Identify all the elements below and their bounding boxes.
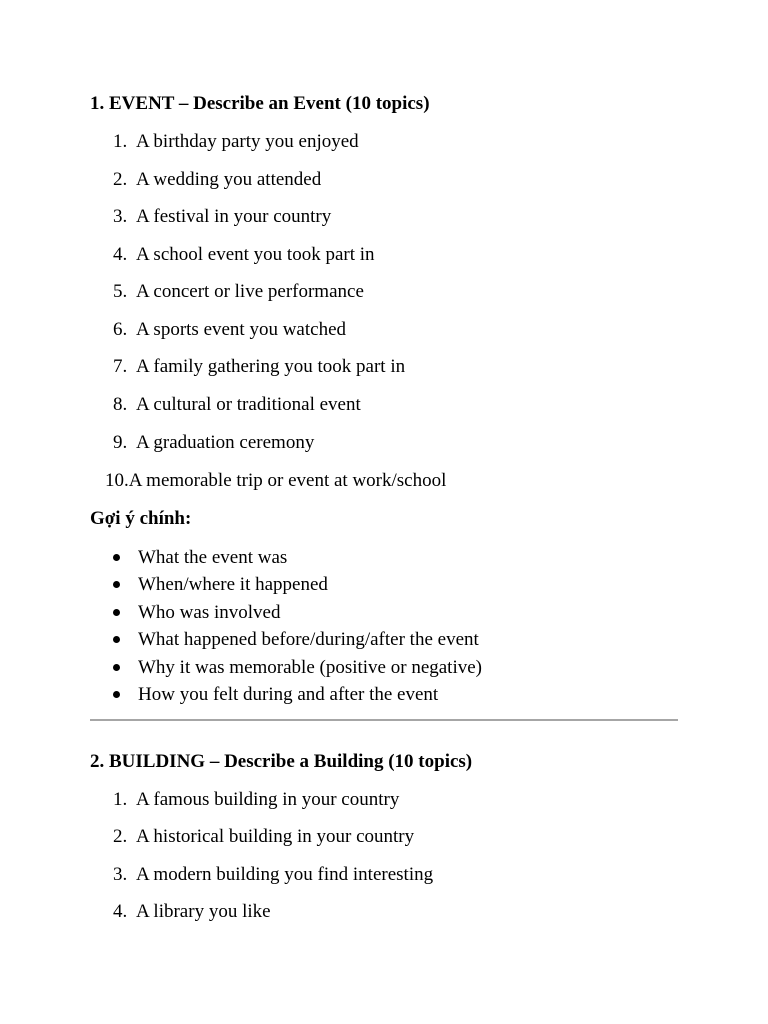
list-item-text: A sports event you watched: [136, 319, 347, 340]
list-item-text: A school event you took part in: [136, 244, 375, 265]
list-item: [113, 864, 433, 886]
list-item-number: 1.: [113, 131, 128, 152]
list-item: [113, 432, 314, 454]
hint-text: How you felt during and after the event: [138, 683, 439, 705]
list-item-number: 6.: [113, 319, 128, 340]
bullet-icon: [113, 609, 120, 616]
horizontal-divider: [90, 719, 678, 721]
hint-item: [110, 626, 482, 653]
list-item: [113, 356, 405, 378]
list-item-number: 4.: [113, 901, 128, 922]
section-heading-event: 1. EVENT – Describe an Event (10 topics): [90, 93, 430, 114]
list-item-number: 9.: [113, 432, 128, 453]
hint-text: What happened before/during/after the event: [138, 629, 479, 651]
list-item: [113, 244, 375, 266]
list-item-text: A memorable trip or event at work/school: [128, 470, 447, 491]
list-item-text: A modern building you find interesting: [136, 864, 434, 885]
list-item-number: 4.: [113, 244, 128, 265]
list-item: [113, 901, 271, 923]
section-heading-building: 2. BUILDING – Describe a Building (10 topics): [90, 751, 473, 772]
list-item-text: A library you like: [136, 901, 271, 922]
list-item-number: 8.: [113, 394, 128, 415]
list-item: [105, 470, 446, 492]
bullet-icon: [113, 636, 120, 643]
list-item: [113, 319, 346, 341]
list-item-number: 10.: [105, 470, 129, 491]
list-item-text: A wedding you attended: [136, 169, 322, 190]
list-item-number: 2.: [113, 169, 128, 190]
list-item-number: 7.: [113, 356, 128, 377]
bullet-icon: [113, 581, 120, 588]
list-item-text: A cultural or traditional event: [136, 394, 361, 415]
bullet-icon: [113, 664, 120, 671]
list-item: [113, 169, 321, 191]
list-item-text: A festival in your country: [136, 206, 332, 227]
list-item-text: A graduation ceremony: [136, 432, 315, 453]
hint-item: [110, 654, 482, 681]
list-item-text: A birthday party you enjoyed: [136, 131, 359, 152]
hint-text: Why it was memorable (positive or negative): [138, 656, 483, 678]
list-item-number: 1.: [113, 789, 128, 810]
list-item: [113, 206, 331, 228]
hint-item: [110, 681, 482, 708]
bullet-icon: [113, 691, 120, 698]
hint-text: What the event was: [138, 547, 288, 568]
list-item-number: 5.: [113, 281, 128, 302]
hint-heading: Gợi ý chính:: [90, 508, 192, 529]
list-item: [113, 789, 399, 811]
hint-text: When/where it happened: [138, 574, 328, 596]
hint-list: [110, 544, 482, 708]
bullet-icon: [113, 554, 120, 561]
list-item: [113, 826, 414, 848]
hint-text: Who was involved: [138, 601, 281, 623]
hint-item: [110, 544, 482, 571]
list-item-number: 3.: [113, 864, 128, 885]
hint-item: [110, 571, 482, 598]
hint-item: [110, 599, 482, 626]
list-item: [113, 281, 364, 303]
list-item: [113, 394, 361, 416]
list-item-text: A concert or live performance: [136, 281, 364, 302]
list-item-number: 2.: [113, 826, 128, 847]
list-item-text: A historical building in your country: [136, 826, 415, 847]
list-item: [113, 131, 359, 153]
list-item-number: 3.: [113, 206, 128, 227]
list-item-text: A family gathering you took part in: [136, 356, 406, 377]
list-item-text: A famous building in your country: [136, 789, 400, 810]
